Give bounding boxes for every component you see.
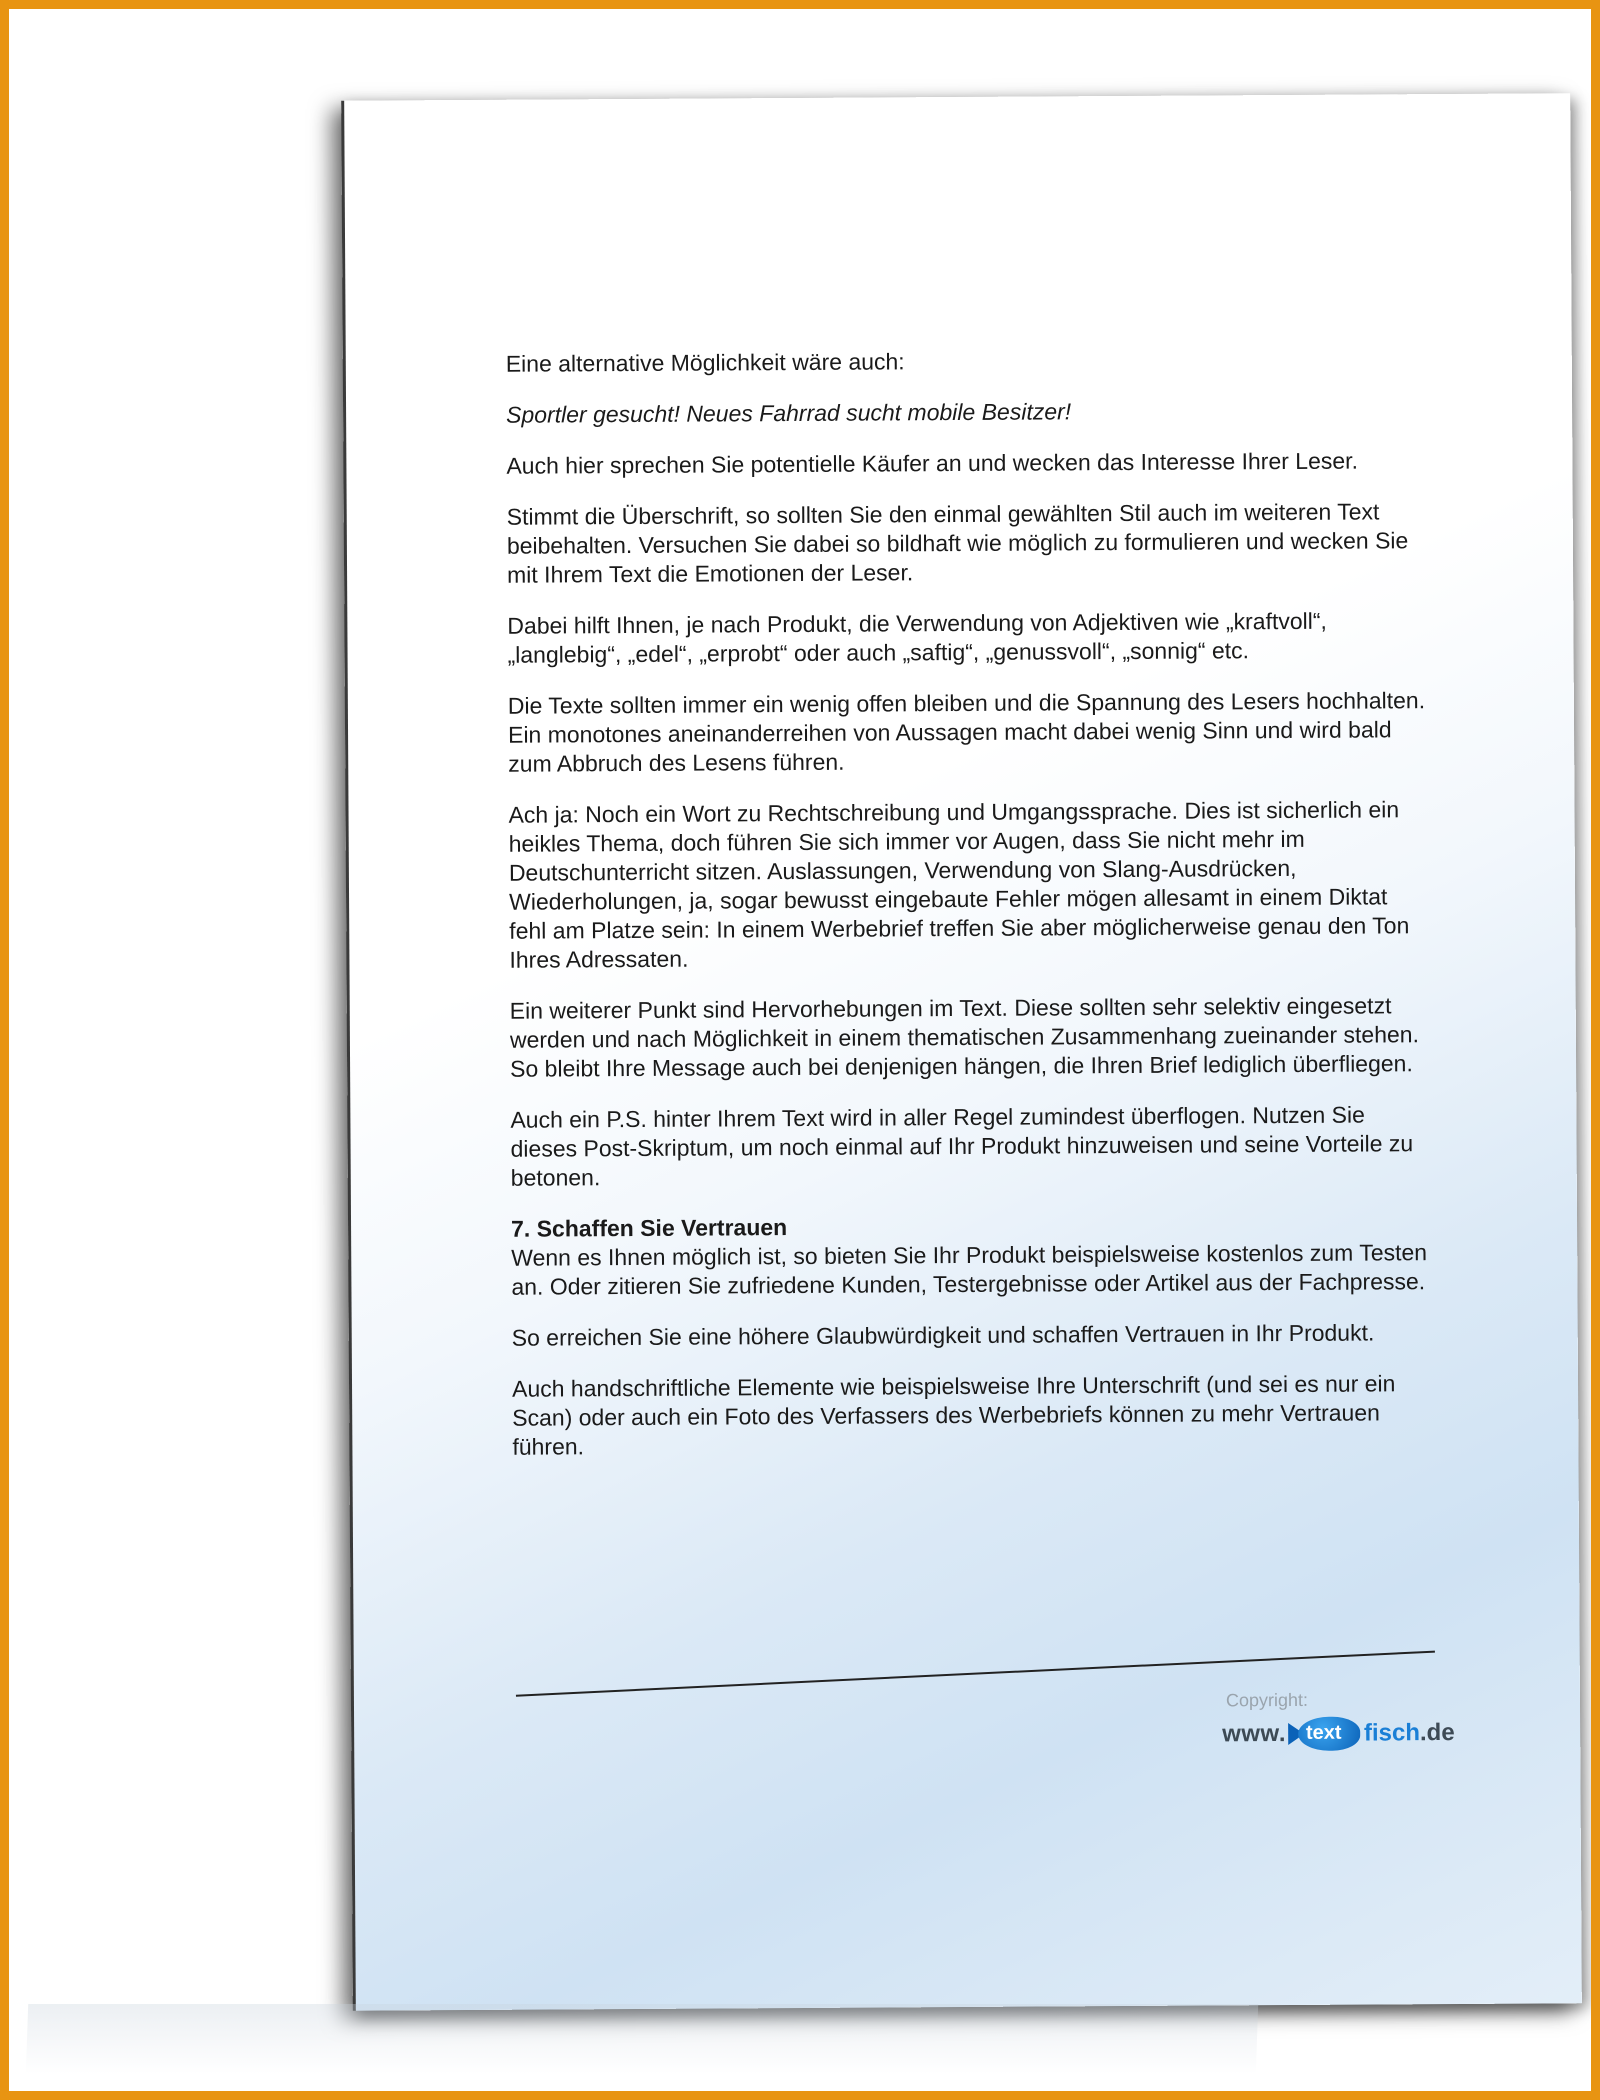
logo-fish-text: text (1305, 1721, 1342, 1744)
textfisch-logo (1222, 1711, 1455, 1756)
paragraph: Ein weiterer Punkt sind Hervorhebungen im Text. Diese sollten sehr selektiv eingesetzt werden und nach Möglichkeit in einem thematischen Zusammenhang zueinander stehen. So bleibt Ihre Message auch bei denjenigen hängen, die Ihren Brief lediglich überfliegen. (509, 992, 1420, 1082)
document-page-wrapper (341, 93, 1579, 2010)
document-page (341, 93, 1582, 2010)
document-body (506, 344, 1433, 1484)
logo-tld: .de (1419, 1718, 1455, 1747)
section-heading: 7. Schaffen Sie Vertrauen (510, 1214, 788, 1242)
paragraph: Wenn es Ihnen möglich ist, so bieten Sie Ihr Produkt beispielsweise kostenlos zum Testen an. Oder zitieren Sie zufriedene Kunden, Testergebnisse oder Artikel aus der Fachpresse. (511, 1239, 1428, 1300)
paragraph: Die Texte sollten immer ein wenig offen bleiben und die Spannung des Lesers hochhalten. Ein monotones aneinanderreihen von Aussagen macht dabei wenig Sinn und wird bald zum Abbruch des Lesens führen. (507, 687, 1426, 777)
paragraph: Dabei hilft Ihnen, je nach Produkt, die Verwendung von Adjektiven wie „kraftvoll“, „langlebig“, „edel“, „erprobt“ oder auch „saftig“, „genussvoll“, „sonnig“ etc. (507, 607, 1327, 668)
paragraph: Auch handschriftliche Elemente wie beispielsweise Ihre Unterschrift (und sei es nur ein Scan) oder auch ein Foto des Verfassers des Werbebriefs können zu mehr Vertrauen führen. (511, 1370, 1396, 1460)
copyright-block (1222, 1689, 1455, 1760)
paragraph: Auch hier sprechen Sie potentielle Käufer an und wecken das Interesse Ihrer Leser. (506, 447, 1359, 479)
paragraph: So erreichen Sie eine höhere Glaubwürdigkeit und schaffen Vertrauen in Ihr Produkt. (511, 1319, 1375, 1351)
paragraph: Auch ein P.S. hinter Ihrem Text wird in aller Regel zumindest überflogen. Nutzen Sie dieses Post-Skriptum, um noch einmal auf Ihr Produkt hinzuweisen und seine Vorteile zu betonen. (510, 1101, 1414, 1191)
paragraph: Ach ja: Noch ein Wort zu Rechtschreibung und Umgangssprache. Dies ist sicherlich ein heikles Thema, doch führen Sie sich immer vor Augen, dass Sie nicht mehr im Deutschunterricht sitzen. Auslassungen, Verwendung von Slang-Ausdrücken, Wiederholungen, ja, sogar bewusst eingebaute Fehler mögen allesamt in einem Diktat fehl am Platze sein: In einem Werbebrief treffen Sie aber möglicherweise genau den Ton Ihres Adressaten. (508, 796, 1410, 973)
copyright-label: Copyright: (1225, 1689, 1309, 1711)
italic-headline-example: Sportler gesucht! Neues Fahrrad sucht mobile Besitzer! (506, 398, 1072, 428)
logo-name: fisch (1363, 1719, 1421, 1747)
paragraph: Eine alternative Möglichkeit wäre auch: (505, 348, 905, 377)
fish-icon (1288, 1715, 1362, 1753)
page-reflection (26, 2004, 1258, 2074)
logo-prefix: www. (1222, 1720, 1287, 1748)
paragraph: Stimmt die Überschrift, so sollten Sie den einmal gewählten Stil auch im weiteren Text beibehalten. Versuchen Sie dabei so bildhaft wie möglich zu formulieren und wecken Sie mit Ihrem Text die Emotionen der Leser. (506, 498, 1409, 588)
